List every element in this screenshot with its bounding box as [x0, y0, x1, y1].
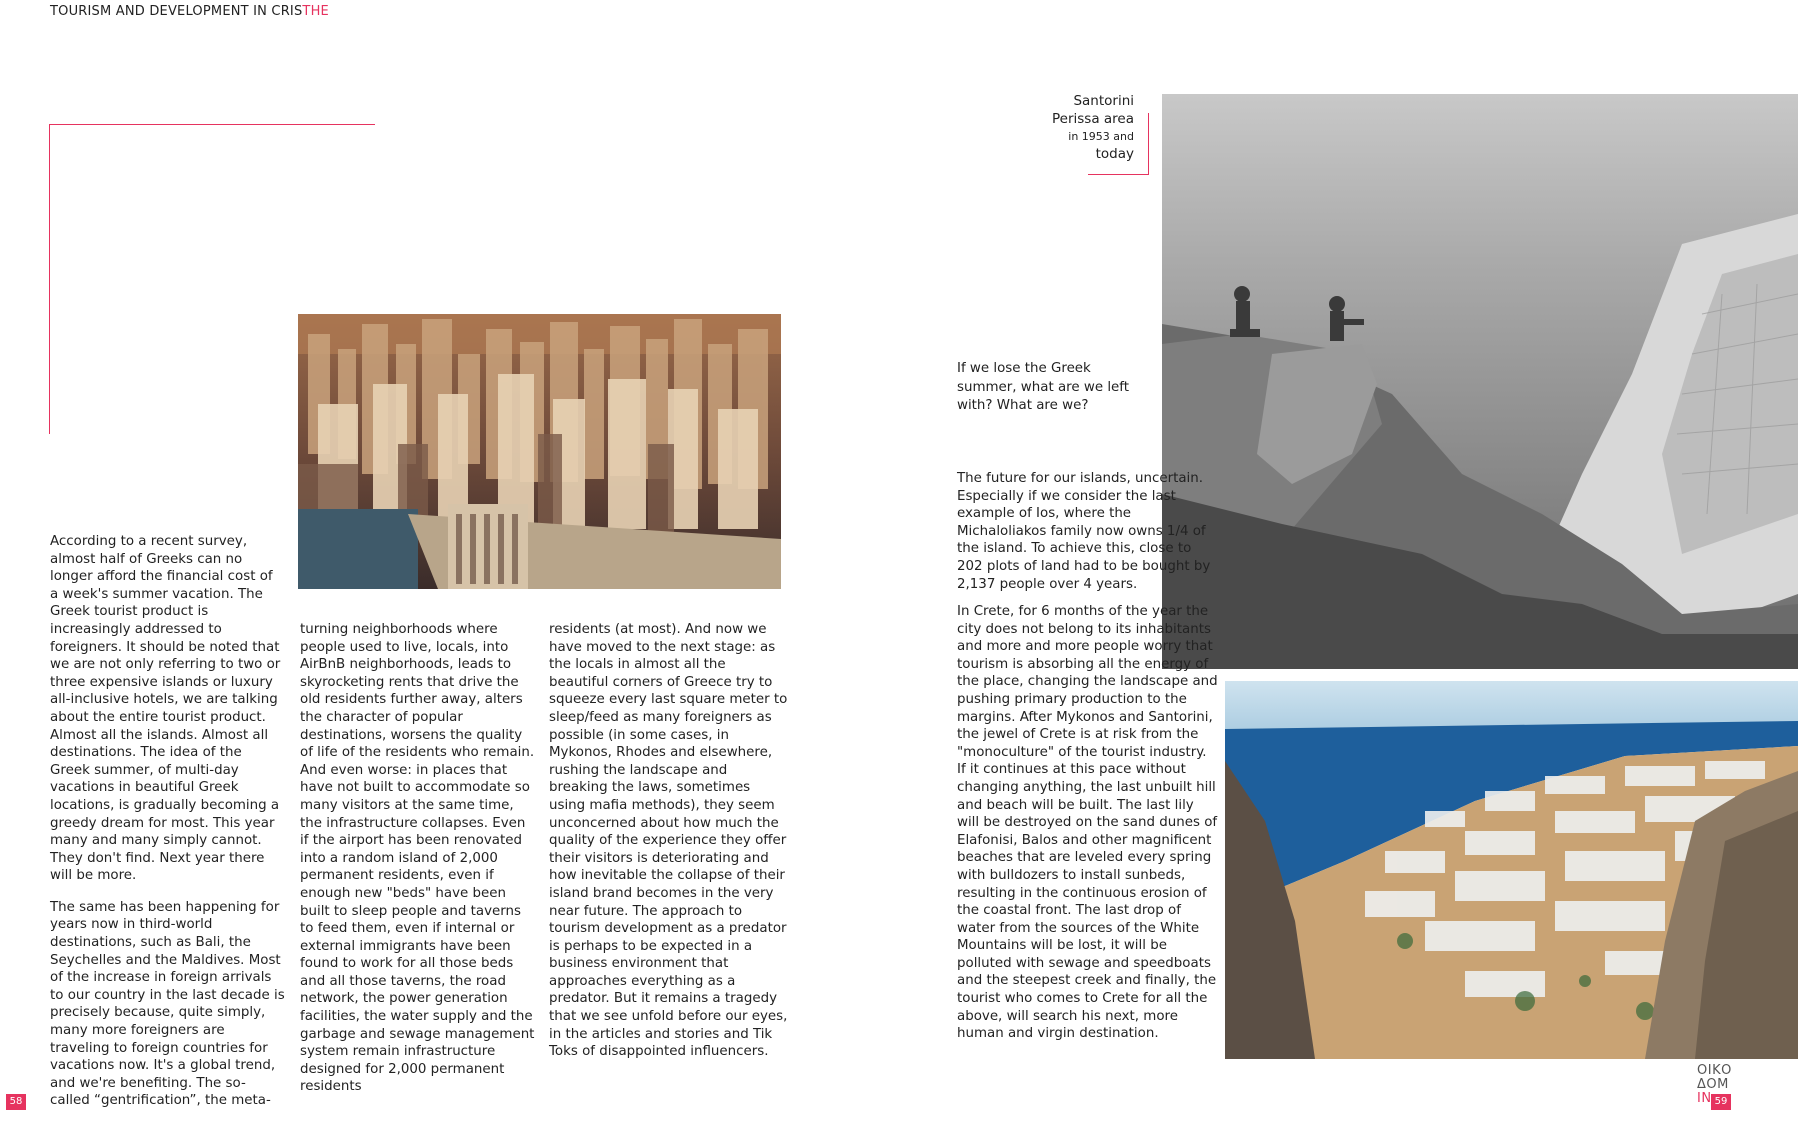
running-header — [50, 4, 329, 19]
caption-line: in 1953 and — [1068, 130, 1134, 143]
article-column-4-top — [957, 470, 1219, 607]
paragraph: According to a recent survey, almost half of Greeks can no longer afford the financial cost of a week's summer vacation. The Greek tourist product is increasingly addressed to foreigners. It should be noted that we are not only referring to two or three expensive islands or luxury all-inclusive hotels, we are talking about the entire tourist product. Almost all the islands. Almost all destinations. The idea of the Greek summer, of multi-day vacations in beautiful Greek locations, is gradually becoming a greedy dream for most. This year many and many simply cannot. They don't find. Next year there will be more. — [50, 534, 281, 884]
caption-line-vertical — [1148, 113, 1149, 174]
pull-quote: If we lose the Greek summer, what are we left with? What are we? — [957, 361, 1130, 413]
logo-line: IN — [1697, 1091, 1712, 1106]
caption-line: Santorini — [1073, 93, 1134, 109]
logo-line: ΔΟΜ — [1697, 1077, 1729, 1092]
page-number-left: 58 — [6, 1094, 26, 1110]
frame-line-top — [50, 124, 375, 125]
running-header-accent: THE — [302, 4, 329, 19]
article-column-1 — [50, 533, 285, 1124]
photo-caption — [1030, 92, 1134, 163]
paragraph: The same has been happening for years now in third-world destinations, such as Bali, the Seychelles and the Maldives. Most of the increase in foreign arrivals to our country in the last decade is precisely because, quite simply, many more foreigners are traveling to foreign countries for vacations now. It's a global trend, and we're benefiting. The so-called “gentrification”, the meta- — [50, 899, 285, 1109]
caption-line: Perissa area — [1051, 111, 1134, 127]
article-column-2 — [300, 621, 536, 1110]
article-column-4-bottom — [957, 603, 1219, 1057]
paragraph: The future for our islands, uncertain. Especially if we consider the last example of Ios, where the Michaloliakos family now owns 1/4 of the island. To achieve this, close to 202 plots of land had to be bought by 2,137 people over 4 years. — [957, 471, 1211, 592]
caption-line-horizontal — [1088, 174, 1149, 175]
paragraph: turning neighborhoods where people used to live, locals, into AirBnB neighborhoods, leads to skyrocketing rents that drive the old residents further away, alters the character of popular destinations, worsens the quality of life of the residents who remain. And even worse: in places that have not built to accommodate so many visitors at the same time, the infrastructure collapses. Even if the airport has been renovated into a random island of 2,000 permanent residents, even if enough new "beds" have been built to sleep people and taverns to feed them, even if internal or external immigrants have been found to work for all those beds and all those taverns, the road network, the power generation facilities, the water supply and the garbage and sewage management system remain infrastructure designed for 2,000 permanent residents — [300, 622, 535, 1095]
photo-santorini-today — [1225, 681, 1798, 1059]
logo-line: ΟΙΚΟ — [1697, 1063, 1732, 1078]
article-column-3 — [549, 621, 789, 1075]
photo-santorini-1953 — [1162, 94, 1798, 669]
photo-city-skyline — [298, 314, 781, 589]
paragraph: residents (at most). And now we have moved to the next stage: as the locals in almost all the beautiful corners of Greece try to squeeze every last square meter to sleep/feed as many foreigners as possible (in some cases, in Mykonos, Rhodes and elsewhere, rushing the landscape and breaking the laws, sometimes using mafia methods), they seem unconcerned about how much the quality of the experience they offer their visitors is deteriorating and how inevitable the collapse of their island brand becomes in the very near future. The approach to tourism development as a predator is perhaps to be expected in a business environment that approaches everything as a predator. But it remains a tragedy that we see unfold before our eyes, in the articles and stories and Tik Toks of disappointed influencers. — [549, 622, 788, 1060]
page-number-right: 59 — [1711, 1094, 1731, 1110]
running-header-main: TOURISM AND DEVELOPMENT IN CRIS — [50, 4, 303, 19]
frame-line-left — [49, 124, 50, 434]
paragraph: In Crete, for 6 months of the year the city does not belong to its inhabitants and more and more people worry that tourism is absorbing all the energy of the place, changing the landscape and pushing primary production to the margins. After Mykonos and Santorini, the jewel of Crete is at risk from the "monoculture" of the tourist industry. If it continues at this pace without changing anything, the last unbuilt hill and beach will be built. The last lily will be destroyed on the sand dunes of Elafonisi, Balos and other magnificent beaches that are leveled every spring with bulldozers to install sunbeds, resulting in the continuous erosion of the coastal front. The last drop of water from the sources of the White Mountains will be lost, it will be polluted with sewage and speedboats and the steepest creek and finally, the tourist who comes to Crete for all the above, will search his next, more human and virgin destination. — [957, 604, 1218, 1042]
magazine-logo — [1697, 1064, 1732, 1106]
caption-line: today — [1095, 146, 1134, 162]
